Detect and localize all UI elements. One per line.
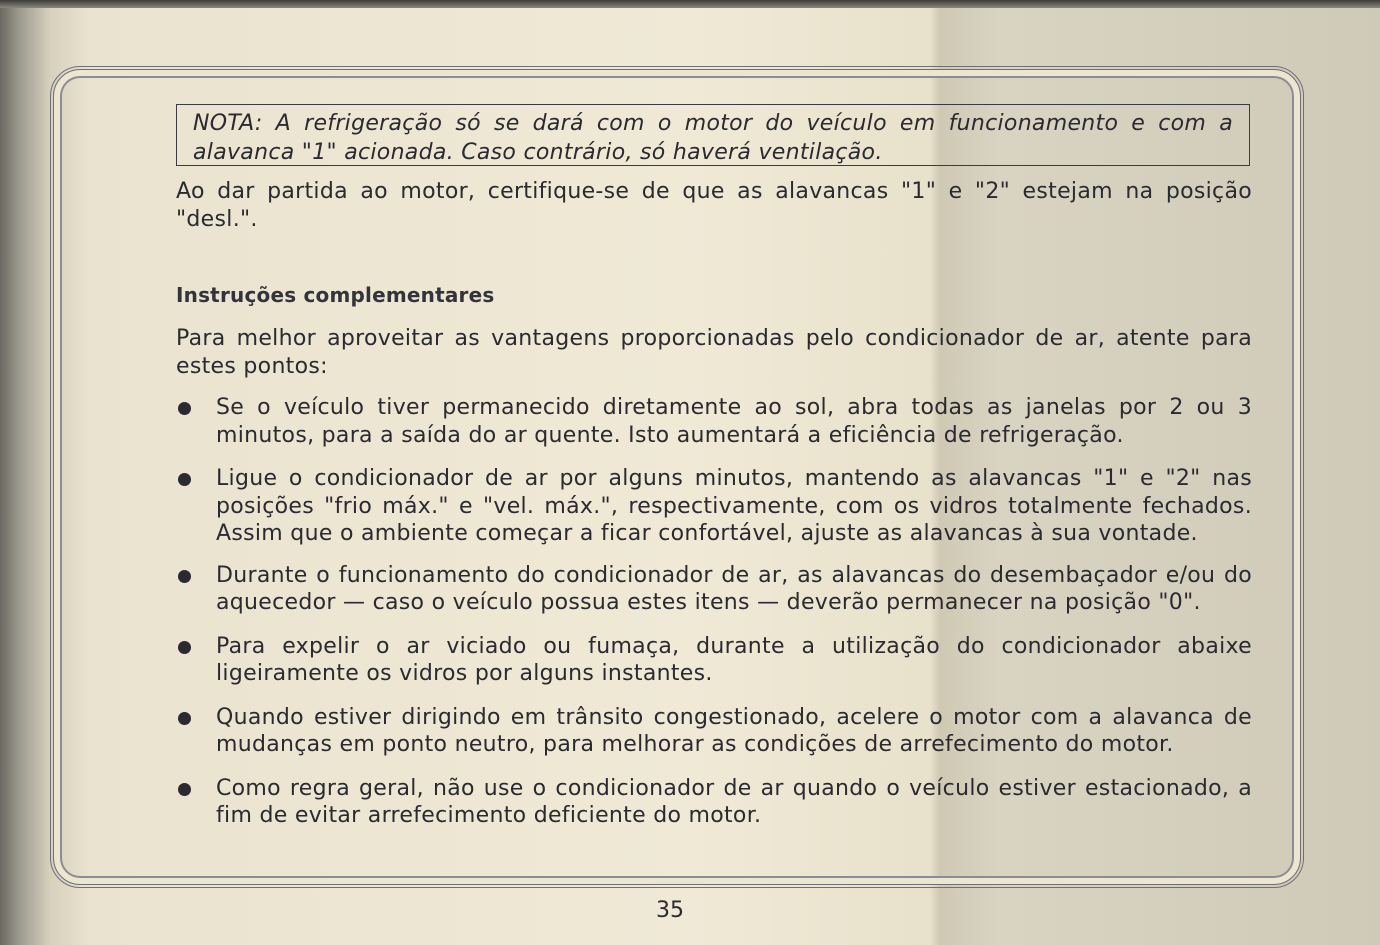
- section-heading: Instruções complementares: [176, 283, 495, 307]
- bullet-item: [176, 394, 1252, 449]
- bullet-item: [176, 562, 1252, 617]
- intro-paragraph: Ao dar partida ao motor, certifique-se de que as alavancas "1" e "2" estejam na posição "desl.".: [176, 179, 1252, 232]
- bullet-icon: [178, 712, 191, 725]
- bullet-icon: [178, 641, 191, 654]
- bullet-text: Ligue o condicionador de ar por alguns minutos, mantendo as alavancas "1" e "2" nas posições "frio máx." e "vel. máx.", respectivamente, com os vidros totalmente fechados. Assim que o ambiente começar a ficar confortável, ajuste as alavancas à sua vontade.: [216, 466, 1252, 546]
- bullet-icon: [178, 783, 191, 796]
- bullet-text: Durante o funcionamento do condicionador de ar, as alavancas do desembaçador e/ou do aquecedor — caso o veículo possua estes itens — deverão permanecer na posição "0".: [216, 562, 1252, 615]
- bullet-icon: [178, 570, 191, 583]
- bullet-item: [176, 704, 1252, 759]
- bullet-item: [176, 465, 1252, 548]
- lead-paragraph: Para melhor aproveitar as vantagens proporcionadas pelo condicionador de ar, atente para estes pontos:: [176, 326, 1252, 379]
- page-number: 35: [656, 898, 684, 923]
- note-box: NOTA: A refrigeração só se dará com o motor do veículo em funcionamento e com a alavanca "1" acionada. Caso contrário, só haverá ventilação.: [176, 104, 1250, 166]
- bullet-item: [176, 633, 1252, 688]
- bullet-text: Quando estiver dirigindo em trânsito congestionado, acelere o motor com a alavanca de mudanças em ponto neutro, para melhorar as condições de arrefecimento do motor.: [216, 704, 1252, 757]
- bullet-text: Para expelir o ar viciado ou fumaça, durante a utilização do condicionador abaixe ligeiramente os vidros por alguns instantes.: [216, 633, 1252, 686]
- bullet-text: Como regra geral, não use o condicionador de ar quando o veículo estiver estacionado, a fim de evitar arrefecimento deficiente do motor.: [216, 775, 1252, 828]
- bullet-icon: [178, 473, 191, 486]
- bullet-icon: [178, 402, 191, 415]
- bullet-item: [176, 775, 1252, 830]
- page-top-edge: [0, 0, 1380, 8]
- bullet-text: Se o veículo tiver permanecido diretamente ao sol, abra todas as janelas por 2 ou 3 minutos, para a saída do ar quente. Isto aumentará a eficiência de refrigeração.: [216, 395, 1252, 448]
- bullet-list: [176, 394, 1252, 830]
